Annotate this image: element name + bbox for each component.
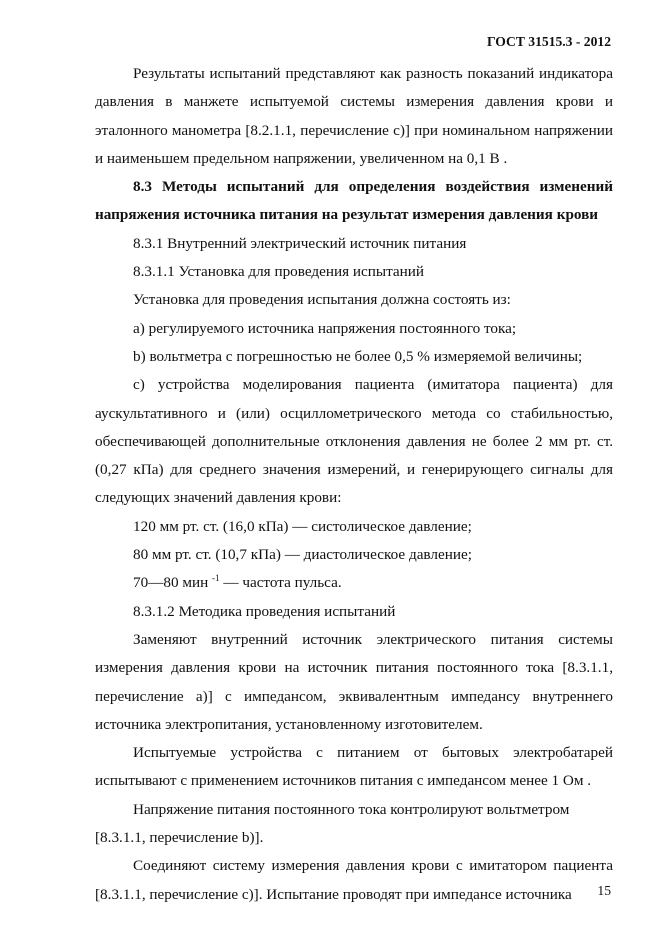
paragraph-voltmeter: Напряжение питания постоянного тока контролируют вольтметром <box>133 800 570 818</box>
subsection-heading-8-3-1-1: 8.3.1.1 Установка для проведения испытаний <box>133 263 425 281</box>
paragraph-connect-simulator: Соединяют систему измерения давления крови с имитатором пациента [8.3.1.1, перечисление с)]. Испытание проводят при импедансе источника <box>95 857 613 903</box>
section-heading-8-3: 8.3 Методы испытаний для определения воздействия изменений напряжения источника питания на результат измерения давления крови <box>95 178 613 224</box>
pulse-rate-label: — частота пульса. <box>219 574 342 592</box>
paragraph-battery-devices: Испытуемые устройства с питанием от бытовых электробатарей испытывают с применением источников питания с импедансом менее 1 Ом . <box>95 744 613 790</box>
diastolic-value: 80 мм рт. ст. (10,7 кПа) — диастолическое давление; <box>133 546 472 564</box>
paragraph-replace-source: Заменяют внутренний источник электрического питания системы измерения давления крови на источник питания постоянного тока [8.3.1.1, перечисление а)] с импедансом, эквивалентным импедансу внутреннего источника электропитания, установленному изготовителем. <box>95 630 613 733</box>
setup-intro: Установка для проведения испытания должна состоять из: <box>133 291 511 309</box>
list-item-c: с) устройства моделирования пациента (имитатора пациента) для аускультативного и (или) осциллометрического метода со стабильностью, обеспечивающей дополнительные отклонения давления не более 2 мм рт. ст. (0,27 кПа) для среднего значения измерений, и генерирующего сигналы для следующих значений давления крови: <box>95 376 613 507</box>
page-body <box>95 60 613 909</box>
document-header: ГОСТ 31515.3 - 2012 <box>486 34 611 49</box>
paragraph-results: Результаты испытаний представляют как разность показаний индикатора давления в манжете испытуемой системы измерения давления крови и эталонного манометра [8.2.1.1, перечисление с)] при номинальном напряжении и наименьшем предельном напряжении, увеличенном на 0,1 В . <box>95 65 613 167</box>
page-number: 15 <box>597 883 611 898</box>
pulse-rate <box>95 569 613 597</box>
pulse-rate-exponent: -1 <box>212 573 220 584</box>
paragraph-voltmeter-ref: [8.3.1.1, перечисление b)]. <box>95 829 264 847</box>
systolic-value: 120 мм рт. ст. (16,0 кПа) — систолическое давление; <box>133 517 472 535</box>
list-item-b: b) вольтметра с погрешностью не более 0,5 % измеряемой величины; <box>133 347 583 365</box>
subsection-heading-8-3-1-2: 8.3.1.2 Методика проведения испытаний <box>133 602 396 620</box>
list-item-a: а) регулируемого источника напряжения постоянного тока; <box>133 319 517 337</box>
pulse-rate-value: 70—80 мин <box>133 574 209 592</box>
subsection-heading-8-3-1: 8.3.1 Внутренний электрический источник питания <box>133 234 467 252</box>
